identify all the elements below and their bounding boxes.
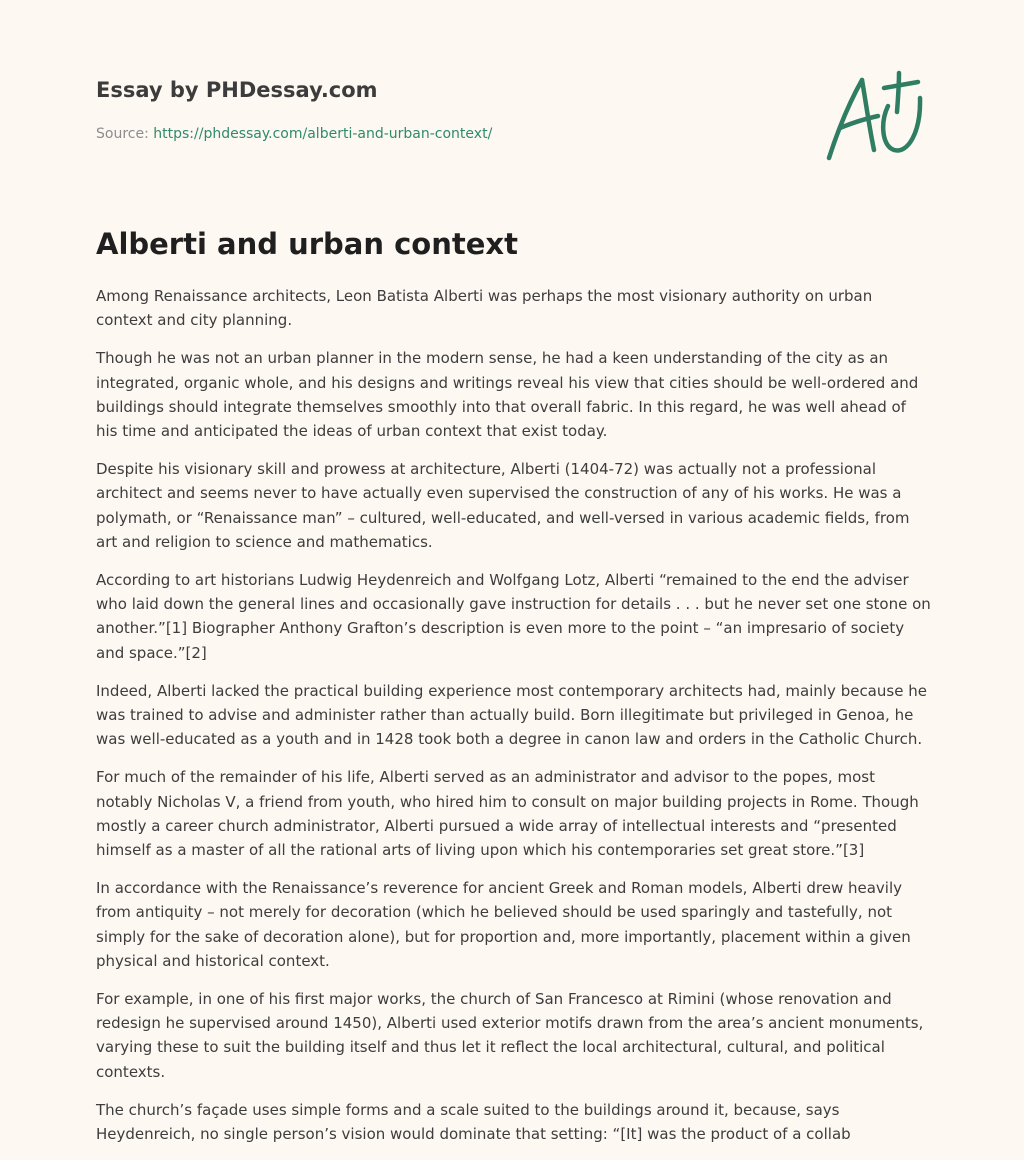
paragraph: For example, in one of his first major works, the church of San Francesco at Rimini (whose renovation and redesign he supervised around 1450), Alberti used exterior motifs drawn from the area’s ancient monuments, varying these to suit the building itself and thus let it reflect the local architectural, cultural, and political contexts. <box>96 990 924 1081</box>
logo-plus-vertical <box>897 73 899 112</box>
paragraph: Among Renaissance architects, Leon Batista Alberti was perhaps the most visionary authority on urban context and city planning. <box>96 287 873 330</box>
article-body <box>96 284 932 1160</box>
site-title: Essay by PHDessay.com <box>96 78 378 102</box>
paragraph: Despite his visionary skill and prowess at architecture, Alberti (1404-72) was actually not a professional architect and seems never to have actually even supervised the construction of any of his works. He was a polymath, or “Renaissance man” – cultured, well-educated, and well-versed in various academic fields, from art and religion to science and mathematics. <box>96 460 910 551</box>
paragraph: The church’s façade uses simple forms and a scale suited to the buildings around it, because, says Heydenreich, no single person’s vision would dominate that setting: “[It] was the product of a collab <box>96 1100 851 1144</box>
source-line <box>96 124 492 144</box>
logo-plus-horizontal <box>884 82 918 88</box>
a-plus-logo-svg <box>822 68 932 168</box>
paragraph: For much of the remainder of his life, Alberti served as an administrator and advisor to the popes, most notably Nicholas V, a friend from youth, who hired him to consult on major building projects in Rome. Though mostly a career church administrator, Alberti pursued a wide array of intellectual interests and “presented himself as a master of all the rational arts of living upon which his contemporaries set great store.”[3] <box>96 768 919 860</box>
source-label: Source: <box>96 126 154 142</box>
paragraph: According to art historians Ludwig Heydenreich and Wolfgang Lotz, Alberti “remained to the end the adviser who laid down the general lines and occasionally gave instruction for details . . . but he never set one stone on another.”[1] Biographer Anthony Grafton’s description is even more to the point – “an impresario of society and space.”[2] <box>96 571 931 662</box>
paragraph: Though he was not an urban planner in the modern sense, he had a keen understanding of the city as an integrated, organic whole, and his designs and writings reveal his view that cities should be well-ordered and buildings should integrate themselves smoothly into that overall fabric. In this regard, he was well ahead of his time and anticipated the ideas of urban context that exist today. <box>96 349 919 441</box>
logo-flourish <box>883 98 920 150</box>
source-link[interactable]: https://phdessay.com/alberti-and-urban-context/ <box>153 126 493 142</box>
logo-a-right-stroke <box>862 80 874 150</box>
article-title: Alberti and urban context <box>96 227 518 261</box>
paragraph: Indeed, Alberti lacked the practical building experience most contemporary architects had, mainly because he was trained to advise and administer rather than actually build. Born illegitimate but privileged in Genoa, he was well-educated as a youth and in 1428 took both a degree in canon law and orders in the Catholic Church. <box>96 681 927 749</box>
a-plus-grade-icon <box>822 68 932 168</box>
logo-a-left-stroke <box>829 80 862 158</box>
page-header <box>96 76 492 144</box>
paragraph: In accordance with the Renaissance’s reverence for ancient Greek and Roman models, Alberti drew heavily from antiquity – not merely for decoration (which he believed should be used sparingly and tastefully, not simply for the sake of decoration alone), but for proportion and, more importantly, placement within a given physical and historical context. <box>96 879 911 970</box>
